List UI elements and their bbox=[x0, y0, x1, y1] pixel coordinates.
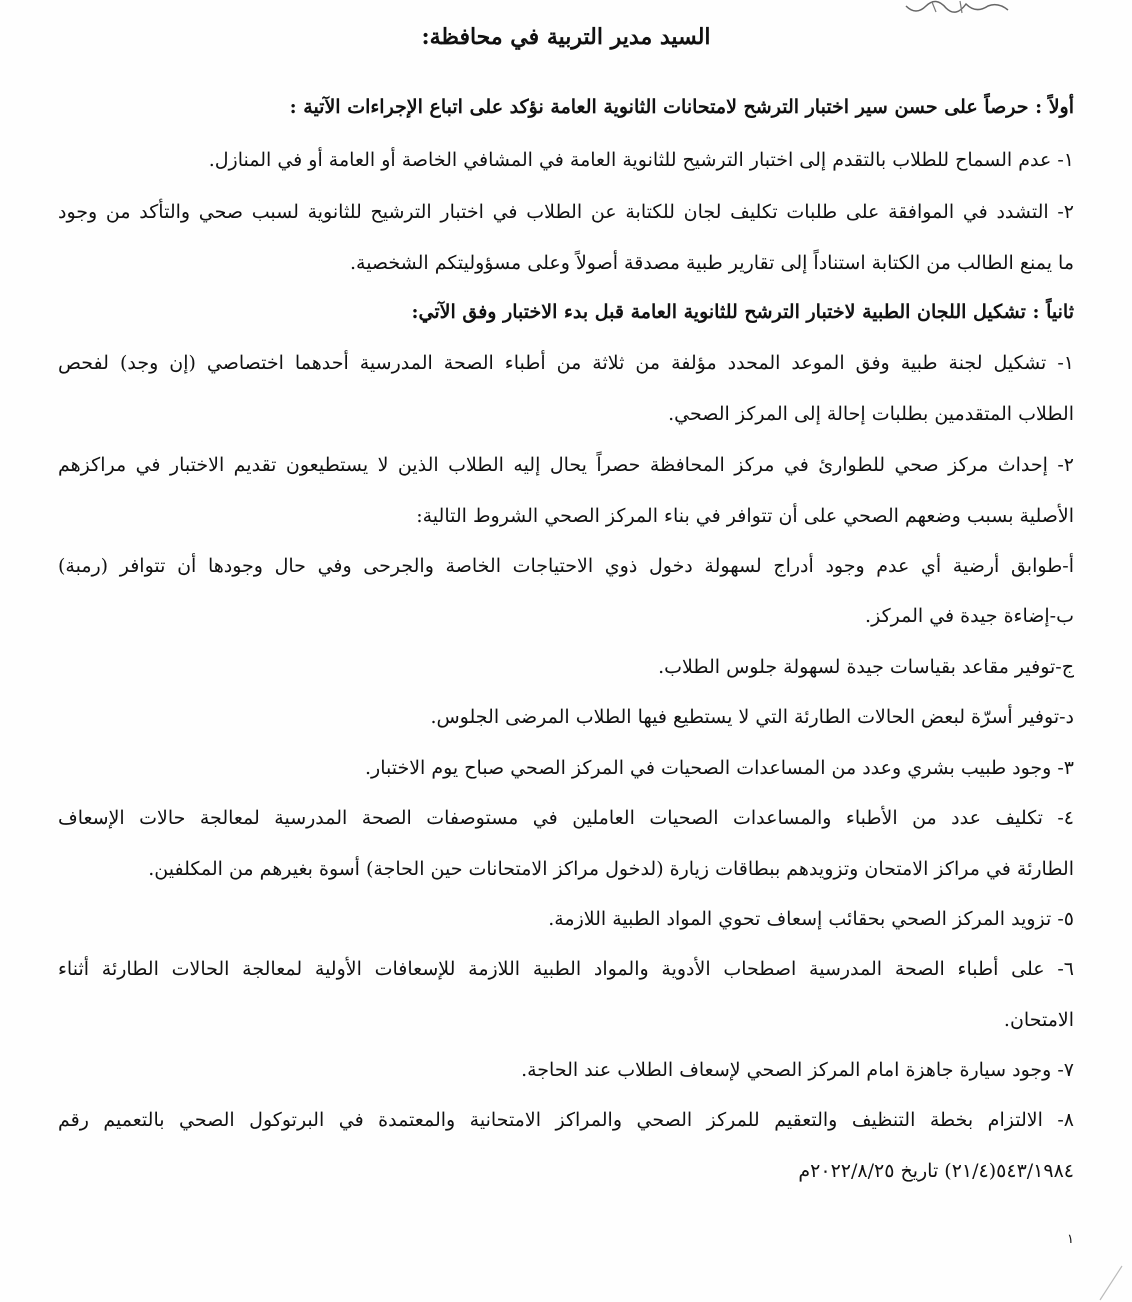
document-title: السيد مدير التربية في محافظة: bbox=[421, 24, 711, 50]
section2-item-4-line-2: الطارئة في مراكز الامتحان وتزويدهم ببطاقات زيارة (لدخول مراكز الامتحانات حين الحاجة) أسوة بغيرهم من المكلفين. bbox=[148, 858, 1074, 880]
section2-item-1-line-1: ١- تشكيل لجنة طبية وفق الموعد المحدد مؤلفة من ثلاثة من أطباء الصحة المدرسية أحدهما اختصاصي (إن وجد) لفحص bbox=[58, 352, 1074, 374]
section2-item-6-line-1: ٦- على أطباء الصحة المدرسية اصطحاب الأدوية والمواد الطبية اللازمة للإسعافات الأولية لمعالجة الحالات الطارئة أثناء bbox=[58, 958, 1074, 980]
section2-item-5: ٥- تزويد المركز الصحي بحقائب إسعاف تحوي المواد الطبية اللازمة. bbox=[548, 908, 1074, 930]
section2-item-7: ٧- وجود سيارة جاهزة امام المركز الصحي لإسعاف الطلاب عند الحاجة. bbox=[521, 1059, 1074, 1081]
section1-item-1: ١- عدم السماح للطلاب بالتقدم إلى اختبار الترشيح للثانوية العامة في المشافي الخاصة أو العامة أو في المنازل. bbox=[208, 149, 1074, 171]
section2-heading: ثانياً : تشكيل اللجان الطبية لاختبار الترشح للثانوية العامة قبل بدء الاختبار وفق الآتي: bbox=[411, 301, 1074, 323]
section2-item-2-line-1: ٢- إحداث مركز صحي للطوارئ في مركز المحافظة حصراً يحال إليه الطلاب الذين لا يستطيعون تقديم الاختبار في مراكزهم bbox=[58, 454, 1074, 476]
section2-subitem-a: أ-طوابق أرضية أي عدم وجود أدراج لسهولة دخول ذوي الاحتياجات الخاصة والجرحى وفي حال وجودها أن تتوافر (رمبة) bbox=[58, 555, 1074, 577]
section2-item-8-line-1: ٨- الالتزام بخطة التنظيف والتعقيم للمركز الصحي والمراكز الامتحانية والمعتمدة في البرتوكول الصحي بالتعميم رقم bbox=[58, 1109, 1074, 1131]
page-number: ١ bbox=[1067, 1232, 1074, 1247]
section2-item-8-line-2: ٥٤٣/١٩٨٤(٢١/٤) تاريخ ٢٠٢٢/٨/٢٥م bbox=[798, 1160, 1074, 1182]
section2-subitem-d: د-توفير أسرّة لبعض الحالات الطارئة التي لا يستطيع فيها الطلاب المرضى الجلوس. bbox=[430, 706, 1074, 728]
section2-item-4-line-1: ٤- تكليف عدد من الأطباء والمساعدات الصحيات العاملين في مستوصفات الصحة المدرسية لمعالجة حالات الإسعاف bbox=[58, 807, 1074, 829]
section2-item-3: ٣- وجود طبيب بشري وعدد من المساعدات الصحيات في المركز الصحي صباح يوم الاختبار. bbox=[364, 757, 1074, 779]
section1-item-2-line-2: ما يمنع الطالب من الكتابة استناداً إلى تقارير طبية مصدقة أصولاً وعلى مسؤوليتكم الشخصية. bbox=[349, 252, 1074, 274]
handwritten-mark bbox=[902, 0, 1012, 22]
section2-item-2-line-2: الأصلية بسبب وضعهم الصحي على أن تتوافر في بناء المركز الصحي الشروط التالية: bbox=[416, 505, 1074, 527]
section2-subitem-c: ج-توفير مقاعد بقياسات جيدة لسهولة جلوس الطلاب. bbox=[658, 656, 1074, 678]
section1-item-2-line-1: ٢- التشدد في الموافقة على طلبات تكليف لجان للكتابة عن الطلاب في اختبار الترشيح للثانوية لسبب صحي والتأكد من وجود bbox=[58, 201, 1074, 223]
section2-item-1-line-2: الطلاب المتقدمين بطلبات إحالة إلى المركز الصحي. bbox=[668, 403, 1074, 425]
scan-artifact-mark bbox=[1096, 1262, 1126, 1302]
section2-subitem-b: ب-إضاءة جيدة في المركز. bbox=[865, 605, 1074, 627]
section2-item-6-line-2: الامتحان. bbox=[1003, 1009, 1074, 1031]
section1-heading: أولاً : حرصاً على حسن سير اختبار الترشح لامتحانات الثانوية العامة نؤكد على اتباع الإجراءات الآتية : bbox=[289, 96, 1074, 118]
